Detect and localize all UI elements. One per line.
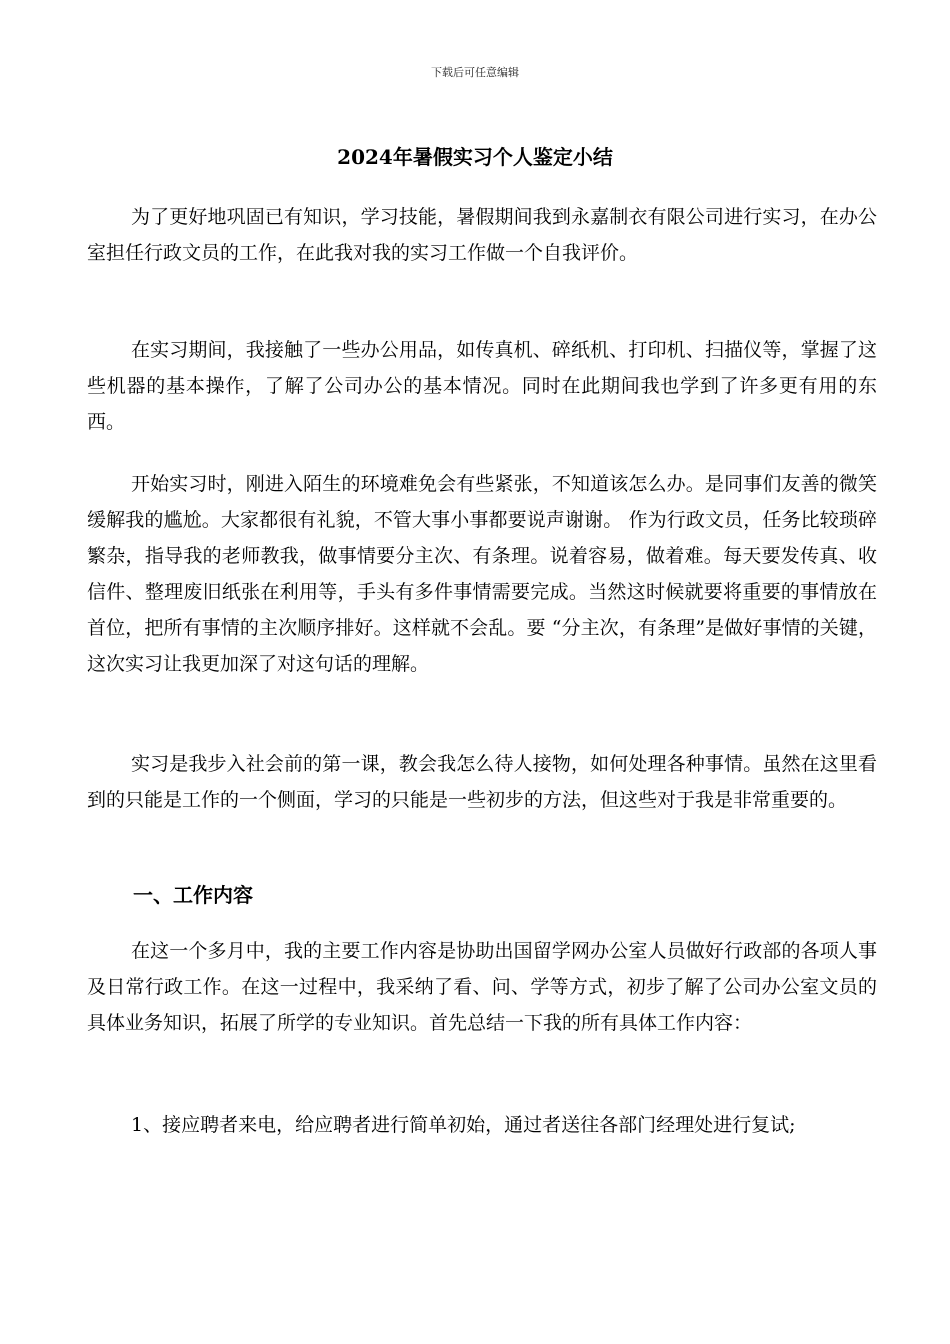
paragraph-office-equipment: 在实习期间，我接触了一些办公用品，如传真机、碎纸机、打印机、扫描仪等，掌握了这些机器的基本操作，了解了公司办公的基本情况。同时在此期间我也学到了许多更有用的东西。 bbox=[87, 339, 877, 433]
section-heading-work-content: 一、工作内容 bbox=[133, 883, 253, 907]
paragraph-intro: 为了更好地巩固已有知识，学习技能，暑假期间我到永嘉制衣有限公司进行实习，在办公室担任行政文员的工作，在此我对我的实习工作做一个自我评价。 bbox=[87, 206, 877, 264]
document-title: 2024年暑假实习个人鉴定小结 bbox=[337, 145, 613, 169]
paragraph-first-lesson: 实习是我步入社会前的第一课，教会我怎么待人接物，如何处理各种事情。虽然在这里看到的只能是工作的一个侧面，学习的只能是一些初步的方法，但这些对于我是非常重要的。 bbox=[87, 753, 877, 811]
paragraph-work-content-summary: 在这一个多月中，我的主要工作内容是协助出国留学网办公室人员做好行政部的各项人事及日常行政工作。在这一过程中，我采纳了看、问、学等方式，初步了解了公司办公室文员的具体业务知识，拓展了所学的专业知识。首先总结一下我的所有具体工作内容： bbox=[87, 940, 877, 1034]
list-item-work-duty-1: 1、接应聘者来电，给应聘者进行简单初始，通过者送往各部门经理处进行复试; bbox=[131, 1114, 796, 1136]
paragraph-start-of-internship: 开始实习时，刚进入陌生的环境难免会有些紧张，不知道该怎么办。是同事们友善的微笑缓解我的尴尬。大家都很有礼貌，不管大事小事都要说声谢谢。 作为行政文员，任务比较琐碎繁杂，指导我的老师教我，做事情要分主次、有条理。说着容易，做着难。每天要发传真、收信件、整理废旧纸张在利用等，手头有多件事情需要完成。当然这时候就要将重要的事情放在首位，把所有事情的主次顺序排好。这样就不会乱。要 “分主次，有条理”是做好事情的关键，这次实习让我更加深了对这句话的理解。 bbox=[87, 473, 877, 675]
page-header-note: 下载后可任意编辑 bbox=[431, 66, 519, 79]
